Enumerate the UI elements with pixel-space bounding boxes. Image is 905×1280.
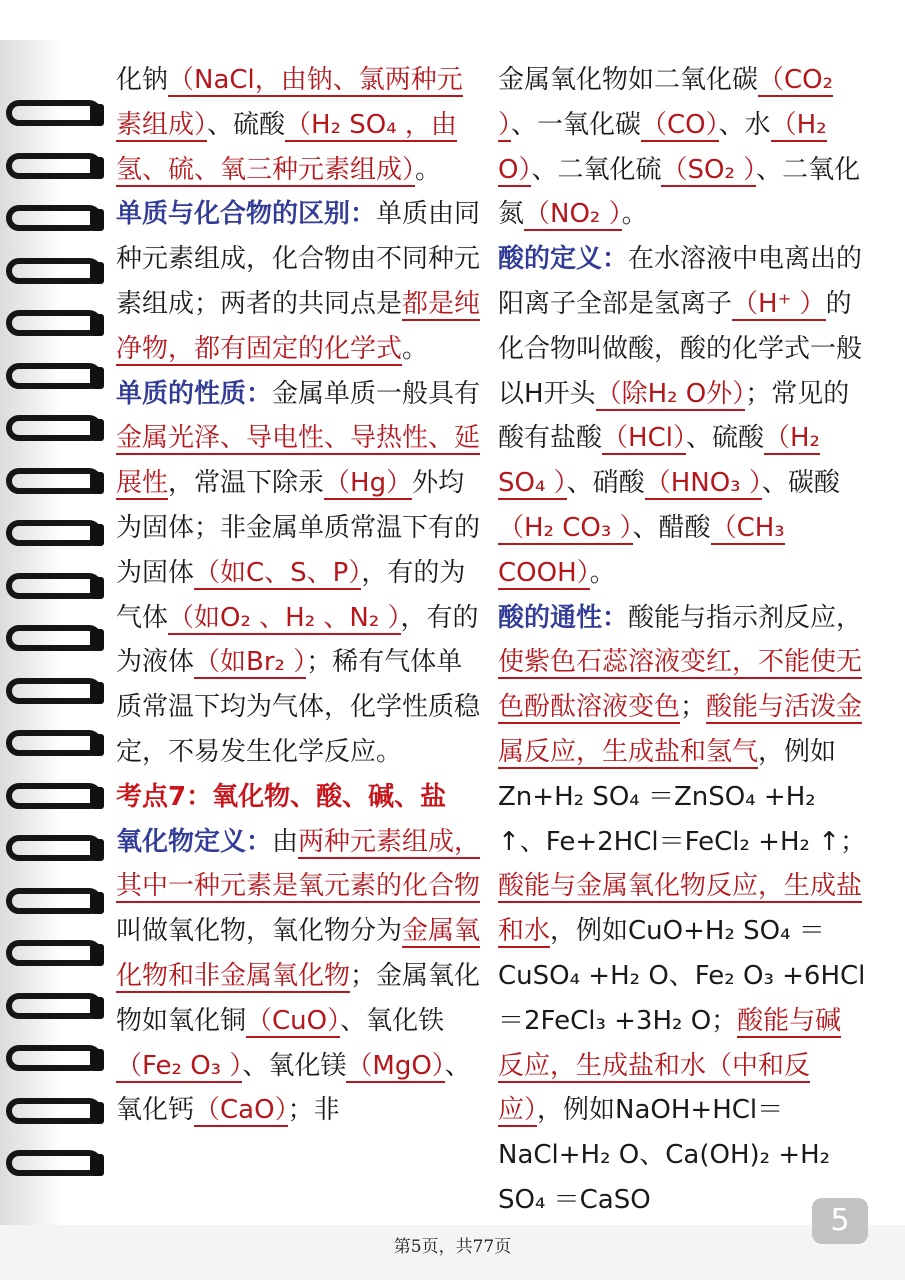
answer-text: （Hg） — [324, 468, 413, 499]
answer-text: （除H₂ O外） — [595, 378, 746, 409]
ring-hole — [90, 839, 104, 861]
text: 化钠 — [116, 65, 169, 95]
ring-loop — [6, 730, 102, 756]
text: 、二氧化氮 — [498, 154, 861, 230]
section-heading: 酸的通性： — [498, 602, 629, 633]
answer-text: 两种元素组成，其中一种元素是氧元素的化合物 — [116, 826, 481, 902]
ring-hole — [90, 944, 104, 966]
answer-text: 都是纯净物，都有固定的化学式 — [116, 288, 481, 364]
ring-loop — [6, 835, 102, 861]
binding-ring — [6, 258, 104, 288]
answer-text: （CH₃ COOH） — [498, 512, 785, 588]
binding-ring — [6, 1045, 104, 1075]
text: 、氧化镁 — [242, 1050, 347, 1081]
ring-loop — [6, 1150, 102, 1176]
ring-hole — [90, 209, 104, 231]
ring-hole — [90, 997, 104, 1019]
ring-loop — [6, 678, 102, 704]
ring-loop — [6, 1045, 102, 1071]
page-footer: 第5页，共77页 — [393, 1237, 512, 1257]
ring-hole — [90, 892, 104, 914]
left-column — [116, 58, 484, 1133]
ring-loop — [6, 1098, 102, 1124]
answer-text: （NaCl，由钠、氯两种元素组成） — [116, 65, 463, 140]
text: ，例如NaOH+HCl＝NaCl+H₂ O、Ca(OH)₂ +H₂ SO₄ ＝CaSO — [498, 1095, 831, 1215]
answer-text: （SO₂ ） — [661, 154, 757, 185]
ring-hole — [90, 629, 104, 651]
text: ，有的为液体 — [116, 602, 479, 678]
ring-hole — [90, 314, 104, 336]
ring-hole — [90, 472, 104, 494]
binding-ring — [6, 205, 104, 235]
text: 。 — [402, 333, 429, 364]
binding-ring — [6, 573, 104, 603]
binding-ring — [6, 888, 104, 918]
text: 金属氧化物如二氧化碳 — [498, 65, 759, 95]
text: 。 — [589, 557, 616, 588]
ring-loop — [6, 415, 102, 441]
binding-ring — [6, 993, 104, 1023]
binding-ring — [6, 1098, 104, 1128]
ring-hole — [90, 104, 104, 126]
text: ；常见的酸有盐酸 — [498, 378, 850, 454]
ring-loop — [6, 573, 102, 599]
ring-hole — [90, 787, 104, 809]
answer-text: 酸能与活泼金属反应，生成盐和氢气 — [498, 692, 863, 767]
ring-loop — [6, 363, 102, 389]
answer-text: （CuO） — [246, 1005, 341, 1036]
binding-ring — [6, 100, 104, 130]
answer-text: （如O₂ 、H₂ 、N₂ ） — [168, 602, 401, 633]
text: 、碳酸 — [761, 468, 840, 499]
ring-hole — [90, 1102, 104, 1124]
section-heading: 单质与化合物的区别： — [116, 199, 377, 230]
text: 、氧化钙 — [116, 1050, 471, 1126]
answer-text: （如Br₂ ） — [194, 647, 307, 678]
text: 外均为固体；非金属单质常温下有的为固体 — [116, 468, 481, 588]
text: ； — [680, 692, 707, 723]
text: 、二氧化硫 — [531, 154, 662, 185]
text: 的化合物叫做酸，酸的化学式一般以H开头 — [498, 288, 863, 409]
binding-ring — [6, 415, 104, 445]
answer-text: 酸能与碱反应，生成盐和水（中和反应） — [498, 1005, 842, 1126]
answer-text: （CaO） — [194, 1095, 288, 1126]
ring-hole — [90, 1154, 104, 1176]
binding-ring — [6, 625, 104, 655]
answer-text: （H₂ CO₃ ） — [498, 512, 633, 543]
binding-ring — [6, 520, 104, 550]
ring-hole — [90, 419, 104, 441]
text: 由 — [272, 826, 299, 857]
text: 在水溶液中电离出的阳离子全部是氢离子 — [498, 244, 863, 319]
ring-loop — [6, 993, 102, 1019]
answer-text: 金属光泽、导电性、导热性、延展性 — [116, 423, 481, 499]
ring-hole — [90, 1049, 104, 1071]
text: ；稀有气体单质常温下均为气体，化学性质稳定，不易发生化学反应。 — [116, 647, 481, 767]
ring-hole — [90, 367, 104, 389]
section-heading: 氧化物定义： — [116, 826, 273, 857]
ring-loop — [6, 205, 102, 231]
section-heading: 单质的性质： — [116, 378, 273, 409]
answer-text: （H⁺ ） — [732, 288, 826, 319]
ring-loop — [6, 100, 102, 126]
answer-text: （CO₂ ） — [498, 65, 834, 140]
binding-ring — [6, 730, 104, 760]
text: ，例如CuO+H₂ SO₄ ＝CuSO₄ +H₂ O、Fe₂ O₃ +6HCl＝2FeCl₃ +3H₂ O； — [498, 916, 866, 1036]
text: 、硫酸 — [685, 423, 764, 454]
text: ；非 — [287, 1095, 340, 1126]
ring-loop — [6, 520, 102, 546]
answer-text: （NO₂ ） — [524, 199, 622, 230]
text: ，有的为气体 — [116, 557, 466, 633]
ring-loop — [6, 888, 102, 914]
text: 单质由同种元素组成，化合物由不同种元素组成；两者的共同点是 — [116, 199, 481, 319]
text: 、氧化铁 — [340, 1005, 445, 1036]
ring-hole — [90, 734, 104, 756]
binding-ring — [6, 835, 104, 865]
answer-text: （H₂ O） — [498, 109, 827, 185]
ring-loop — [6, 783, 102, 809]
binding-ring — [6, 940, 104, 970]
ring-loop — [6, 153, 102, 179]
binding-ring — [6, 153, 104, 183]
binding-ring — [6, 310, 104, 340]
ring-loop — [6, 310, 102, 336]
text: 叫做氧化物，氧化物分为 — [116, 916, 403, 947]
text: ，常温下除汞 — [168, 468, 325, 499]
binding-ring — [6, 783, 104, 813]
ring-loop — [6, 625, 102, 651]
right-column — [498, 58, 866, 1223]
binding-ring — [6, 1150, 104, 1180]
ring-hole — [90, 577, 104, 599]
answer-text: （MgO） — [346, 1050, 445, 1081]
answer-text: （HNO₃ ） — [644, 468, 762, 499]
binding-ring — [6, 363, 104, 393]
answer-text: 金属氧化物和非金属氧化物 — [116, 916, 481, 991]
answer-text: （CO） — [641, 109, 719, 140]
text: 酸能与指示剂反应， — [628, 602, 863, 633]
text: ；金属氧化物如氧化铜 — [116, 960, 481, 1036]
ring-loop — [6, 468, 102, 494]
answer-text: （H₂ SO₄ ，由氢、硫、氧三种元素组成） — [116, 109, 457, 185]
text: 、硝酸 — [566, 468, 645, 499]
answer-text: （Fe₂ O₃ ） — [116, 1050, 243, 1081]
answer-text: （H₂ SO₄ ） — [498, 423, 820, 499]
ring-loop — [6, 258, 102, 284]
text: 、硫酸 — [207, 109, 286, 140]
ring-hole — [90, 262, 104, 284]
topic-heading: 考点7：氧化物、酸、碱、盐 — [116, 781, 447, 812]
text: 、醋酸 — [632, 512, 711, 543]
binding-ring — [6, 468, 104, 498]
text: 、一氧化碳 — [511, 109, 642, 140]
answer-text: （HCl） — [602, 423, 686, 454]
text: ，例如Zn+H₂ SO₄ ＝ZnSO₄ +H₂ ↑、Fe+2HCl＝FeCl₂ +H₂ ↑； — [498, 736, 866, 857]
text: 金属单质一般具有 — [272, 378, 481, 409]
text: 。 — [621, 199, 648, 230]
ring-loop — [6, 940, 102, 966]
ring-hole — [90, 157, 104, 179]
answer-text: 酸能与金属氧化物反应，生成盐和水 — [498, 871, 863, 947]
ring-hole — [90, 524, 104, 546]
ring-hole — [90, 682, 104, 704]
text: 。 — [415, 154, 442, 185]
text: 、水 — [718, 109, 771, 140]
page-number-badge: 5 — [812, 1198, 868, 1244]
binding-ring — [6, 678, 104, 708]
answer-text: 使紫色石蕊溶液变红，不能使无色酚酞溶液变色 — [498, 647, 863, 723]
section-heading: 酸的定义： — [498, 244, 629, 275]
answer-text: （如C、S、P） — [194, 557, 362, 588]
